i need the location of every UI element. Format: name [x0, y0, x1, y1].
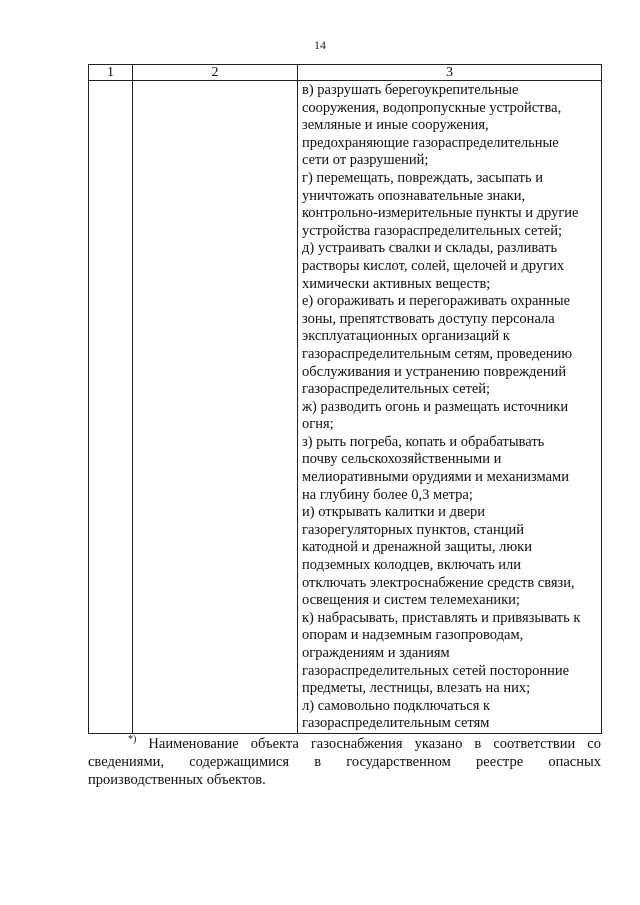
footnote-text-1: Наименование объекта газоснабжения указано в соответствии со — [148, 735, 601, 752]
cell-text-line: е) огораживать и перегораживать охранные — [302, 293, 571, 310]
cell-text-line: на глубину более 0,3 метра; — [302, 486, 473, 503]
cell-text-line: отключать электроснабжение средств связи, — [302, 574, 575, 591]
footnote-line-1 — [88, 731, 601, 753]
cell-text-line: подземных колодцев, включать или — [302, 557, 522, 574]
cell-column-1 — [89, 81, 133, 734]
cell-text-line: к) набрасывать, приставлять и привязывать к — [302, 609, 581, 626]
cell-text-line: эксплуатационных организаций к — [302, 328, 510, 345]
cell-column-3 — [298, 81, 602, 734]
cell-text-line: газораспределительным сетям — [302, 715, 490, 732]
cell-text-line: з) рыть погреба, копать и обрабатывать — [302, 433, 545, 450]
cell-text-line: мелиоративными орудиями и механизмами — [302, 469, 569, 486]
cell-text-line: газорегуляторных пунктов, станций — [302, 521, 524, 538]
cell-text-line: земляные и иные сооружения, — [302, 117, 489, 134]
footnote-line-3: производственных объектов. — [88, 771, 266, 788]
cell-text-line: освещения и систем телемеханики; — [302, 592, 520, 609]
column-header-1: 1 — [89, 65, 133, 81]
footnote-line-2: сведениями, содержащимися в государственном реестре опасных — [88, 753, 601, 770]
cell-text-line: д) устраивать свалки и склады, разливать — [302, 240, 558, 257]
cell-text-line: химически активных веществ; — [302, 275, 491, 292]
cell-text-line: г) перемещать, повреждать, засыпать и — [302, 169, 544, 186]
cell-text-line: и) открывать калитки и двери — [302, 504, 486, 521]
column-header-3: 3 — [298, 65, 602, 81]
cell-text-line: газораспределительным сетям, проведению — [302, 345, 573, 362]
cell-text-line: уничтожать опознавательные знаки, — [302, 187, 526, 204]
cell-text-line: сооружения, водопропускные устройства, — [302, 99, 562, 116]
cell-text-line: устройства газораспределительных сетей; — [302, 222, 563, 239]
document-table — [88, 64, 602, 734]
cell-text-line: контрольно-измерительные пункты и другие — [302, 205, 579, 222]
cell-text-line: зоны, препятствовать доступу персонала — [302, 310, 555, 327]
table-header-row — [89, 65, 602, 81]
cell-text-line: катодной и дренажной защиты, люки — [302, 539, 532, 556]
cell-text-line: газораспределительных сетей посторонние — [302, 662, 570, 679]
column-header-2: 2 — [133, 65, 298, 81]
cell-text-line: в) разрушать берегоукрепительные — [302, 82, 519, 98]
cell-text-line: опорам и надземным газопроводам, — [302, 627, 524, 644]
cell-text-line: ограждениям и зданиям — [302, 645, 450, 661]
cell-text-line: газораспределительных сетей; — [302, 381, 491, 398]
cell-text-line: огня; — [302, 416, 334, 433]
cell-text-line: предохраняющие газораспределительные — [302, 134, 559, 151]
cell-text-line: растворы кислот, солей, щелочей и других — [302, 257, 565, 274]
cell-text-line: предметы, лестницы, влезать на них; — [302, 680, 531, 697]
footnote-marker: *) — [128, 734, 137, 745]
footnote — [88, 731, 601, 789]
cell-column-2 — [133, 81, 298, 734]
cell-text-line: ж) разводить огонь и размещать источники — [302, 398, 569, 415]
cell-text-line: л) самовольно подключаться к — [302, 697, 491, 714]
table-row — [89, 81, 602, 734]
cell-text-line: обслуживания и устранению повреждений — [302, 363, 567, 380]
cell-text-line: сети от разрушений; — [302, 152, 429, 169]
cell-text-line: почву сельскохозяйственными и — [302, 451, 502, 468]
page-number: 14 — [314, 38, 326, 52]
